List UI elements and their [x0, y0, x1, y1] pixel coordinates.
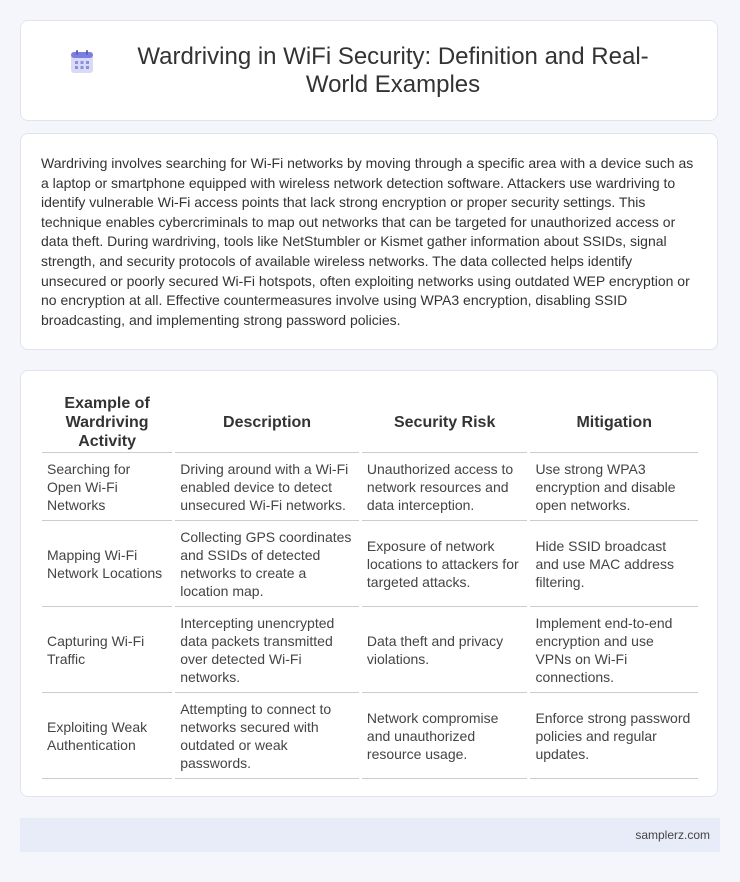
- calendar-grid-icon: [69, 49, 95, 75]
- cell-example: Searching for Open Wi-Fi Networks: [42, 453, 172, 521]
- examples-table: [39, 391, 701, 779]
- title-card: [20, 20, 718, 121]
- cell-security-risk: Network compromise and unauthorized resource usage.: [362, 693, 528, 779]
- cell-example: Exploiting Weak Authentication: [42, 693, 172, 779]
- cell-security-risk: Unauthorized access to network resources and data interception.: [362, 453, 528, 521]
- table-card: [20, 370, 718, 797]
- table-row: [42, 693, 698, 779]
- cell-mitigation: Use strong WPA3 encryption and disable open networks.: [530, 453, 698, 521]
- table-header-row: [42, 391, 698, 453]
- cell-security-risk: Exposure of network locations to attackers for targeted attacks.: [362, 521, 528, 607]
- page-title: Wardriving in WiFi Security: Definition and Real-World Examples: [137, 42, 649, 98]
- table-row: [42, 521, 698, 607]
- cell-description: Collecting GPS coordinates and SSIDs of detected networks to create a location map.: [175, 521, 359, 607]
- cell-description: Intercepting unencrypted data packets transmitted over detected Wi-Fi networks.: [175, 607, 359, 693]
- footer: [20, 818, 720, 852]
- column-header-description: Description: [175, 391, 359, 453]
- title-wrap: [69, 43, 669, 99]
- footer-site-link[interactable]: samplerz.com: [635, 828, 710, 842]
- table-row: [42, 607, 698, 693]
- column-header-security-risk: Security Risk: [362, 391, 528, 453]
- intro-card: [20, 133, 718, 350]
- cell-mitigation: Implement end-to-end encryption and use VPNs on Wi-Fi connections.: [530, 607, 698, 693]
- cell-description: Attempting to connect to networks secured with outdated or weak passwords.: [175, 693, 359, 779]
- column-header-mitigation: Mitigation: [530, 391, 698, 453]
- cell-mitigation: Hide SSID broadcast and use MAC address filtering.: [530, 521, 698, 607]
- cell-example: Capturing Wi-Fi Traffic: [42, 607, 172, 693]
- cell-description: Driving around with a Wi-Fi enabled device to detect unsecured Wi-Fi networks.: [175, 453, 359, 521]
- intro-paragraph: Wardriving involves searching for Wi-Fi networks by moving through a specific area with a device such as a laptop or smartphone equipped with wireless network detection software. Attackers use wardriving to identify vulnerable Wi-Fi access points that lack strong encryption or proper security settings. This technique enables cybercriminals to map out networks that can be targeted for unauthorized access or data theft. During wardriving, tools like NetStumbler or Kismet gather information about SSIDs, signal strength, and security protocols of available wireless networks. The data collected helps identify unsecured or poorly secured Wi-Fi hotspots, often exploiting networks using outdated WEP encryption or no encryption at all. Effective countermeasures involve using WPA3 encryption, disabling SSID broadcasting, and implementing strong password policies.: [41, 155, 694, 328]
- cell-security-risk: Data theft and privacy violations.: [362, 607, 528, 693]
- table-row: [42, 453, 698, 521]
- cell-mitigation: Enforce strong password policies and regular updates.: [530, 693, 698, 779]
- cell-example: Mapping Wi-Fi Network Locations: [42, 521, 172, 607]
- column-header-example: Example of Wardriving Activity: [42, 391, 172, 453]
